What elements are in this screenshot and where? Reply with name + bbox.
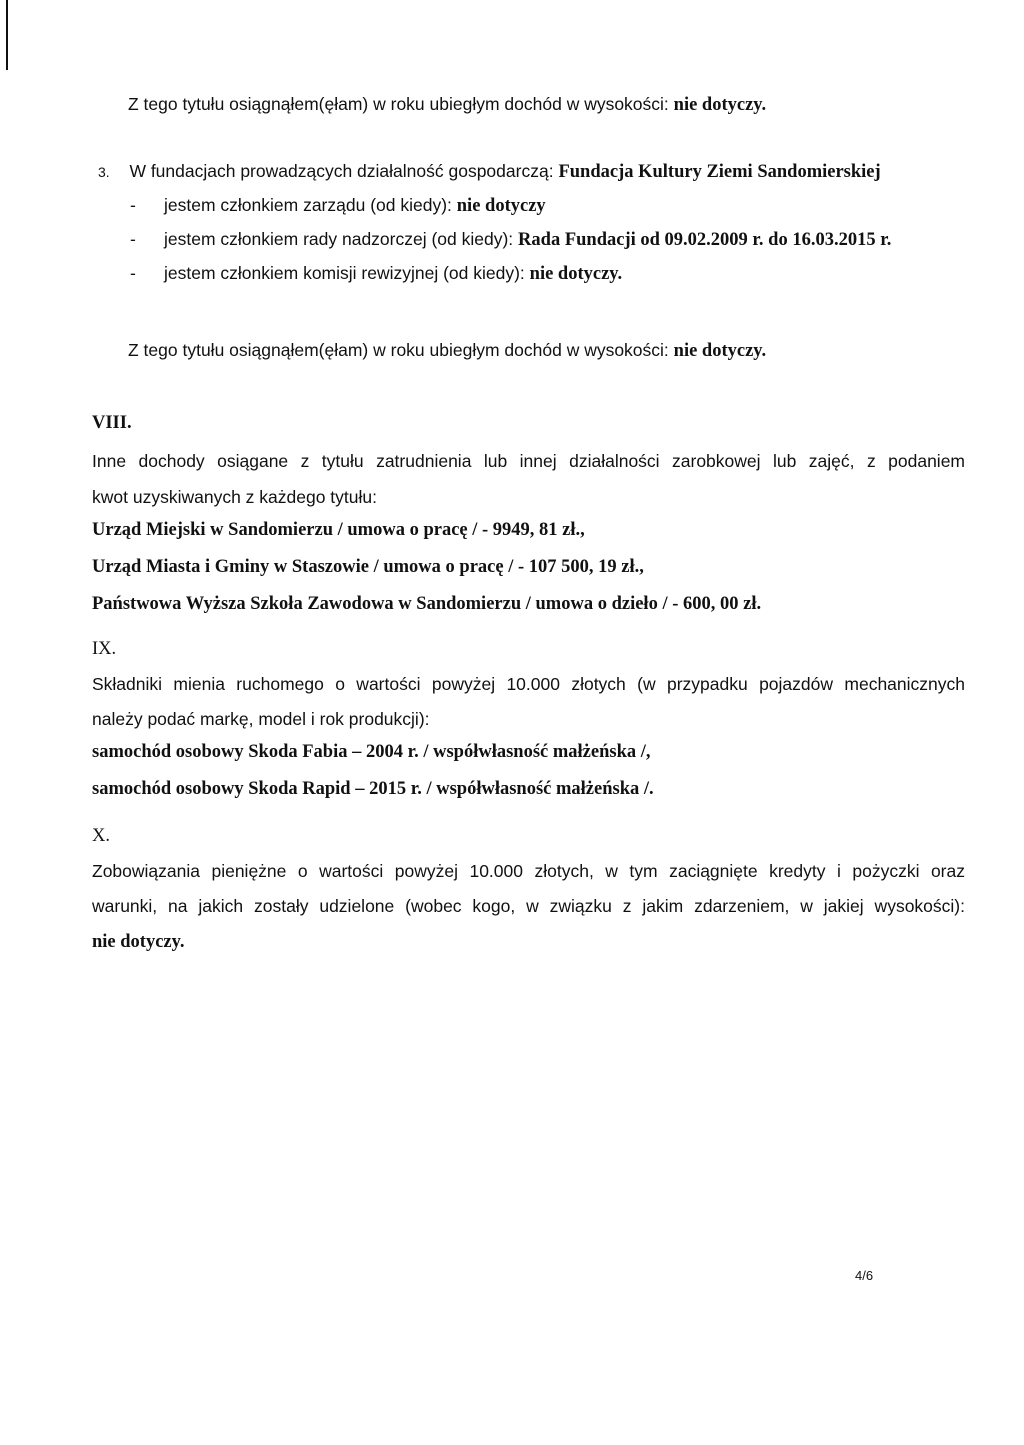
income-entry: Urząd Miejski w Sandomierzu / umowa o pracę / - 9949, 81 zł.,	[92, 520, 585, 540]
item-label: jestem członkiem komisji rewizyjnej (od kiedy):	[164, 263, 525, 283]
section-viii-paragraph-line: kwot uzyskiwanych z każdego tytułu:	[92, 487, 377, 507]
section-viii-heading: VIII.	[92, 413, 132, 433]
section-ix-heading: IX.	[92, 639, 117, 659]
list-dash: -	[130, 229, 136, 249]
asset-entry: samochód osobowy Skoda Fabia – 2004 r. / współwłasność małżeńska /,	[92, 742, 651, 762]
item-label: jestem członkiem rady nadzorczej (od kiedy):	[164, 229, 514, 249]
audit-committee-item	[164, 262, 622, 285]
section-viii-paragraph-line: Inne dochody osiągane z tytułu zatrudnienia lub innej działalności zarobkowej lub zajęć, z podaniem	[92, 451, 965, 471]
item-value: nie dotyczy	[456, 196, 546, 216]
section-3-number: 3.	[98, 164, 110, 180]
item-value: Rada Fundacji od 09.02.2009 r. do 16.03.2015 r.	[518, 230, 892, 250]
section-3-text: W fundacjach prowadzących działalność gospodarczą:	[129, 161, 554, 181]
section-3-header	[98, 160, 881, 183]
asset-entry: samochód osobowy Skoda Rapid – 2015 r. / współwłasność małżeńska /.	[92, 779, 654, 799]
supervisory-board-item	[164, 228, 891, 251]
section-ix-paragraph-line: należy podać markę, model i rok produkcji):	[92, 709, 430, 729]
income-statement-second	[128, 339, 766, 362]
list-dash: -	[130, 263, 136, 283]
page-number: 4/6	[855, 1268, 874, 1283]
section-x-paragraph-line: Zobowiązania pieniężne o wartości powyżej 10.000 złotych, w tym zaciągnięte kredyty i pożyczki oraz	[92, 861, 965, 881]
section-x-heading: X.	[92, 826, 110, 846]
income-statement-top	[128, 93, 766, 116]
item-value: nie dotyczy.	[529, 264, 623, 284]
item-label: jestem członkiem zarządu (od kiedy):	[164, 195, 452, 215]
income-label: Z tego tytułu osiągnąłem(ęłam) w roku ubiegłym dochód w wysokości:	[128, 94, 669, 114]
list-dash: -	[130, 195, 136, 215]
foundation-name: Fundacja Kultury Ziemi Sandomierskiej	[558, 162, 881, 182]
liabilities-value: nie dotyczy.	[92, 932, 185, 952]
section-x-paragraph-line: warunki, na jakich zostały udzielone (wobec kogo, w związku z jakim zdarzeniem, w jakiej wysokości):	[92, 896, 965, 916]
section-ix-paragraph-line: Składniki mienia ruchomego o wartości powyżej 10.000 złotych (w przypadku pojazdów mechanicznych	[92, 674, 965, 694]
scan-edge-mark	[6, 0, 8, 70]
income-value: nie dotyczy.	[673, 341, 767, 361]
income-entry: Urząd Miasta i Gminy w Staszowie / umowa o pracę / - 107 500, 19 zł.,	[92, 557, 644, 577]
income-entry: Państwowa Wyższa Szkoła Zawodowa w Sandomierzu / umowa o dzieło / - 600, 00 zł.	[92, 594, 762, 614]
board-membership-item	[164, 194, 546, 217]
income-value: nie dotyczy.	[673, 95, 767, 115]
income-label: Z tego tytułu osiągnąłem(ęłam) w roku ubiegłym dochód w wysokości:	[128, 340, 669, 360]
